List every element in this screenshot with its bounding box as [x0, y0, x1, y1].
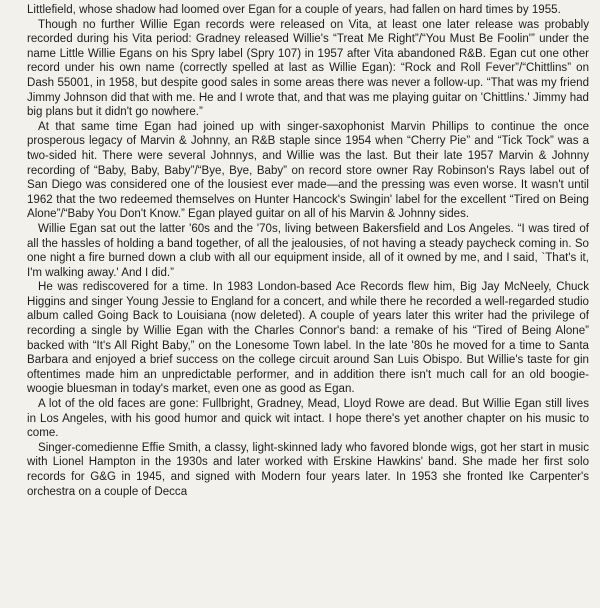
article-body	[27, 3, 589, 499]
paragraph-sat-out: Willie Egan sat out the latter '60s and the '70s, living between Bakersfield and Los Angeles. “I was tired of all the hassles of holding a band together, of all the jealousies, of not having a steady paycheck coming in. So one night a fire burned down a club with all our equipment inside, all of it owned by me, and I said, `That's it, I'm walking away.' And I did.”	[27, 222, 589, 279]
paragraph-vita-records: Though no further Willie Egan records were released on Vita, at least one later release was probably recorded during his Vita period: Gradney released Willie's “Treat Me Right”/“You Must Be Foolin'” under the name Little Willie Egans on his Spry label (Spry 107) in 1957 after Vita abandoned R&B. Egan cut one other record under his own name (correctly spelled at last as Willie Egan): “Rock and Roll Fever”/“Chittlins” on Dash 55001, in 1958, but despite good sales in some areas there was never a follow-up. “That was my friend Jimmy Johnson did that with me. He and I wrote that, and that was me playing guitar on 'Chittlins.' Jimmy had big plans but it didn't go nowhere.”	[27, 18, 589, 119]
paragraph-marvin-and-johnny: At that same time Egan had joined up with singer-saxophonist Marvin Phillips to continue the once prosperous legacy of Marvin & Johnny, an R&B staple since 1954 when “Cherry Pie” and “Tick Tock” was a two-sided hit. There were several Johnnys, and Willie was the last. But their late 1957 Marvin & Johnny recording of “Baby, Baby, Baby”/“Bye, Bye, Baby” on record store owner Ray Robinson's Rays label out of San Diego was considered one of the lousiest ever made—and the pressing was even worse. It wasn't until 1962 that the two redeemed themselves on Hunter Hancock's Swingin' label for the excellent “Tired on Being Alone”/“Baby You Don't Know.” Egan played guitar on all of his Marvin & Johnny sides.	[27, 120, 589, 221]
paragraph-rediscovered: He was rediscovered for a time. In 1983 London-based Ace Records flew him, Big Jay McNeely, Chuck Higgins and singer Young Jessie to England for a concert, and while there he recorded a well-regarded studio album called Going Back to Louisiana (now deleted). A couple of years later this writer had the privilege of recording a single by Willie Egan with the Charles Connor's band: a remake of his “Tired of Being Alone” backed with “It's All Right Baby,” on the Lonesome Town label. In the late '80s he moved for a time to Santa Barbara and enjoyed a brief success on the college circuit around San Luis Obispo. But Willie's taste for gin oftentimes made him an unpredictable performer, and in addition there isn't much call for an old boogie-woogie bluesman in today's market, even one as good as Egan.	[27, 281, 589, 396]
paragraph-old-faces: A lot of the old faces are gone: Fullbright, Gradney, Mead, Lloyd Rowe are dead. But Willie Egan still lives in Los Angeles, with his good humor and quick wit intact. I hope there's yet another chapter on his music to come.	[27, 398, 589, 440]
paragraph-littlefield: Littlefield, whose shadow had loomed over Egan for a couple of years, had fallen on hard times by 1955.	[27, 4, 561, 16]
paragraph-effie-smith: Singer-comedienne Effie Smith, a classy, light-skinned lady who favored blonde wigs, got her start in music with Lionel Hampton in the 1930s and later worked with Erskine Hawkins' band. She made her first solo records for G&G in 1945, and signed with Modern four years later. In 1953 she fronted Ike Carpenter's orchestra on a couple of Decca	[27, 441, 589, 498]
